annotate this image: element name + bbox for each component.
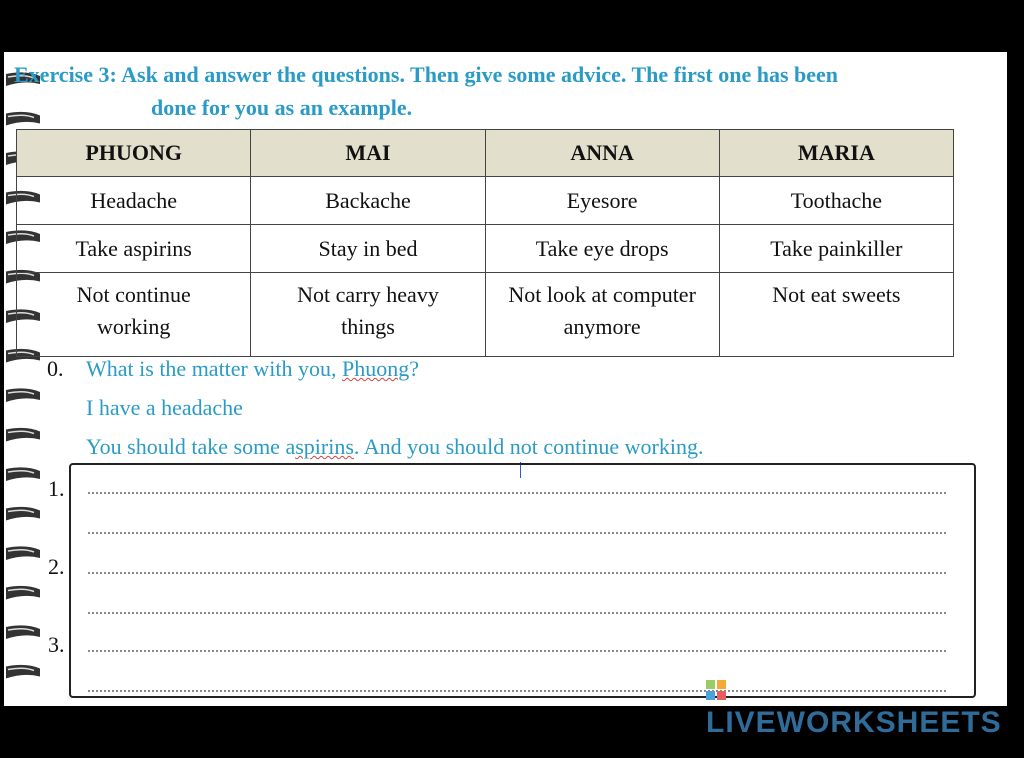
answer-line[interactable] xyxy=(88,572,946,574)
table-header-row xyxy=(17,130,954,177)
answer-line[interactable] xyxy=(88,612,946,614)
question-mark: ? xyxy=(409,356,420,381)
liveworksheets-icon xyxy=(706,680,726,700)
cell-line: Not continue xyxy=(76,282,191,307)
table-cell: Headache xyxy=(17,177,251,225)
spiral-ring xyxy=(6,546,40,560)
spiral-ring xyxy=(6,507,40,521)
table-cell: Take eye drops xyxy=(485,225,719,273)
table-cell xyxy=(485,273,719,357)
spiral-ring xyxy=(6,665,40,679)
example-advice-line xyxy=(86,434,703,460)
question-name: Phuong xyxy=(342,356,410,381)
header-mai: MAI xyxy=(251,130,485,177)
answer-number-2: 2. xyxy=(48,554,65,579)
advice-word: spirins xyxy=(295,434,354,459)
answer-number-1: 1. xyxy=(48,476,65,501)
answer-line[interactable] xyxy=(88,532,946,534)
table-cell: Eyesore xyxy=(485,177,719,225)
ailment-table xyxy=(16,129,954,357)
cell-line: things xyxy=(341,314,395,339)
table-cell xyxy=(719,273,953,357)
table-row xyxy=(17,177,954,225)
spiral-ring xyxy=(6,625,40,639)
spiral-ring xyxy=(6,467,40,481)
spiral-ring xyxy=(6,428,40,442)
answer-number-3: 3. xyxy=(48,632,65,657)
header-maria: MARIA xyxy=(719,130,953,177)
advice-text-end: . And you should not continue working. xyxy=(353,434,704,459)
brand-name: LIVEWORKSHEETS xyxy=(706,706,1002,739)
table-cell: Toothache xyxy=(719,177,953,225)
question-text: What is the matter with you, xyxy=(86,356,342,381)
header-phuong: PHUONG xyxy=(17,130,251,177)
exercise-title xyxy=(14,58,974,124)
table-cell: Backache xyxy=(251,177,485,225)
cell-line: Not carry heavy xyxy=(297,282,439,307)
exercise-title-line2: done for you as an example. xyxy=(151,95,413,120)
table-cell: Take painkiller xyxy=(719,225,953,273)
table-cell: Take aspirins xyxy=(17,225,251,273)
table-cell xyxy=(251,273,485,357)
answer-input-box[interactable] xyxy=(69,463,976,698)
header-anna: ANNA xyxy=(485,130,719,177)
table-row xyxy=(17,273,954,357)
advice-text: You should take some a xyxy=(86,434,296,459)
table-cell: Stay in bed xyxy=(251,225,485,273)
cell-line: Not look at computer xyxy=(508,282,696,307)
example-answer-line: I have a headache xyxy=(86,395,243,420)
answer-line[interactable] xyxy=(88,492,946,494)
example-number: 0. xyxy=(47,356,64,381)
table-row xyxy=(17,225,954,273)
example-question xyxy=(86,356,419,382)
answer-line[interactable] xyxy=(88,650,946,652)
liveworksheets-logo xyxy=(706,672,1007,740)
worksheet-page xyxy=(4,52,1007,739)
spiral-ring xyxy=(6,388,40,402)
cell-line: Not eat sweets xyxy=(772,282,901,307)
spiral-ring xyxy=(6,586,40,600)
exercise-title-line1: Exercise 3: Ask and answer the questions. Then give some advice. The first one has been xyxy=(14,62,839,87)
cell-line: working xyxy=(97,314,171,339)
cell-line: anymore xyxy=(563,314,641,339)
table-cell xyxy=(17,273,251,357)
